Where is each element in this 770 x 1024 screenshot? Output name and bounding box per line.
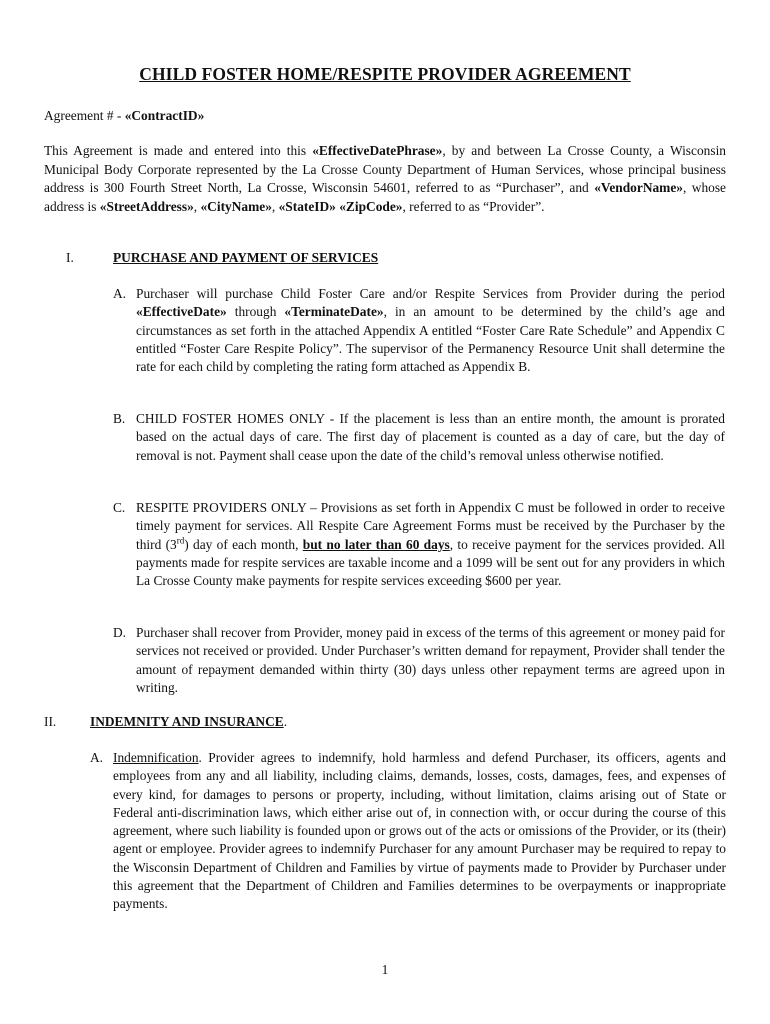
city-name-field: «CityName» xyxy=(200,198,272,214)
indemnification-heading: Indemnification xyxy=(113,750,199,765)
street-address-field: «StreetAddress» xyxy=(99,198,194,214)
section-2-item-a xyxy=(90,749,726,914)
page-number: 1 xyxy=(381,962,389,977)
section-1-item-b xyxy=(113,410,725,465)
section-2-number: II. xyxy=(44,714,57,729)
item-text xyxy=(90,749,726,914)
section-2-heading xyxy=(0,713,770,731)
item-text-part: , to receive payment for the services provided. All payments made for respite services are taxable income and a 1099 will be sent out for any providers in which La Crosse County make payments for respite services exceeding $600 per year. xyxy=(136,536,726,589)
intro-text: This Agreement is made and entered into this xyxy=(44,143,313,158)
intro-text: , referred to as “Provider”. xyxy=(402,198,545,214)
item-label: C. xyxy=(113,500,126,515)
state-id-field: «StateID» xyxy=(278,198,336,214)
item-label: B. xyxy=(113,411,126,426)
item-text: Purchaser shall recover from Provider, money paid in excess of the terms of this agreement or money paid for services not received or provided. Under Purchaser’s written demand for repayment, Provider shall tender the amount of repayment demanded within thirty (30) days unless other repayment terms are agreed upon in writing. xyxy=(136,625,725,695)
ordinal-suffix: rd xyxy=(176,535,185,546)
section-1-item-c xyxy=(113,499,725,590)
terminate-date-field: «TerminateDate» xyxy=(284,304,384,320)
item-label: D. xyxy=(113,625,127,640)
item-text-part: ) day of each month, xyxy=(184,536,303,552)
section-2-title-wrap xyxy=(90,713,287,731)
item-text: CHILD FOSTER HOMES ONLY - If the placement is less than an entire month, the amount is prorated based on the actual days of care. The first day of placement is counted as a day of care, but the day of removal is not. Payment shall cease upon the date of the child’s removal unless otherwise notified. xyxy=(136,411,725,463)
agreement-prefix: Agreement # - xyxy=(44,108,125,123)
deadline-emphasis: but no later than 60 days xyxy=(302,536,450,552)
contract-id-field: «ContractID» xyxy=(124,108,205,123)
item-text-part: , in an amount to be determined by the child’s age and circumstances as set forth in the attached Appendix A entitled “Foster Care Rate Schedule” and Appendix C entitled “Foster Care Respite Policy”. The supervisor of the Permanency Resource Unit shall determine the rate for each child by completing the rating form attached as Appendix B. xyxy=(136,304,725,375)
section-2-title-suffix: . xyxy=(283,714,288,729)
intro-text: , by and between La Crosse County, a Wisconsin Municipal Body Corporate represented by the La Crosse County Department of Human Services, whose principal business address is 300 Fourth Street North, La Crosse, Wisconsin 54601, referred to as “Purchaser”, and xyxy=(44,143,726,196)
section-1-item-a xyxy=(113,285,725,376)
zip-code-field: «ZipCode» xyxy=(339,198,403,214)
item-text xyxy=(113,499,725,590)
intro-text: , xyxy=(271,198,279,214)
effective-date-field: «EffectiveDate» xyxy=(136,304,227,320)
item-label: A. xyxy=(113,286,127,301)
vendor-name-field: «VendorName» xyxy=(594,180,683,196)
item-text-part: Purchaser will purchase Child Foster Care and/or Respite Services from Provider during the period xyxy=(136,286,725,301)
intro-text: , xyxy=(193,198,201,214)
section-1-item-d xyxy=(113,624,725,697)
effective-date-phrase-field: «EffectiveDatePhrase» xyxy=(312,143,443,158)
intro-paragraph xyxy=(44,142,726,216)
item-text-part: through xyxy=(226,304,285,320)
page-title: CHILD FOSTER HOME/RESPITE PROVIDER AGREEMENT xyxy=(139,64,631,84)
section-2-title: INDEMNITY AND INSURANCE xyxy=(90,714,284,729)
intro-text: , whose address is xyxy=(44,180,726,214)
section-1-number: I. xyxy=(66,250,74,265)
item-text-part: RESPITE PROVIDERS ONLY – Provisions as set forth in Appendix C must be followed in order to receive timely payment for services. All Respite Care Agreement Forms must be received by the Purchaser by the third (3 xyxy=(136,500,725,552)
item-text-part: . Provider agrees to indemnify, hold harmless and defend Purchaser, its officers, agents and employees from any and all liability, including claims, demands, losses, costs, damages, fees, and expenses of every kind, for damages to persons or property, including, without limitation, claims arising out of State or Federal anti-discrimination laws, which either arise out of, in connection with, or occur during the course of this agreement, where such liability is founded upon or grows out of the acts or omissions of the Provider, or its (their) agent or employee. Provider agrees to indemnify Purchaser for any amount Purchaser may be required to repay to the Wisconsin Department of Children and Families by virtue of payments made to Provider by Purchaser under this agreement that the Department of Children and Families determines to be overpayments or inappropriate payments. xyxy=(113,750,726,912)
item-label: A. xyxy=(90,750,104,765)
agreement-number xyxy=(44,107,204,125)
section-1-heading xyxy=(0,249,770,267)
item-text xyxy=(113,285,725,376)
section-1-title: PURCHASE AND PAYMENT OF SERVICES xyxy=(113,250,379,265)
